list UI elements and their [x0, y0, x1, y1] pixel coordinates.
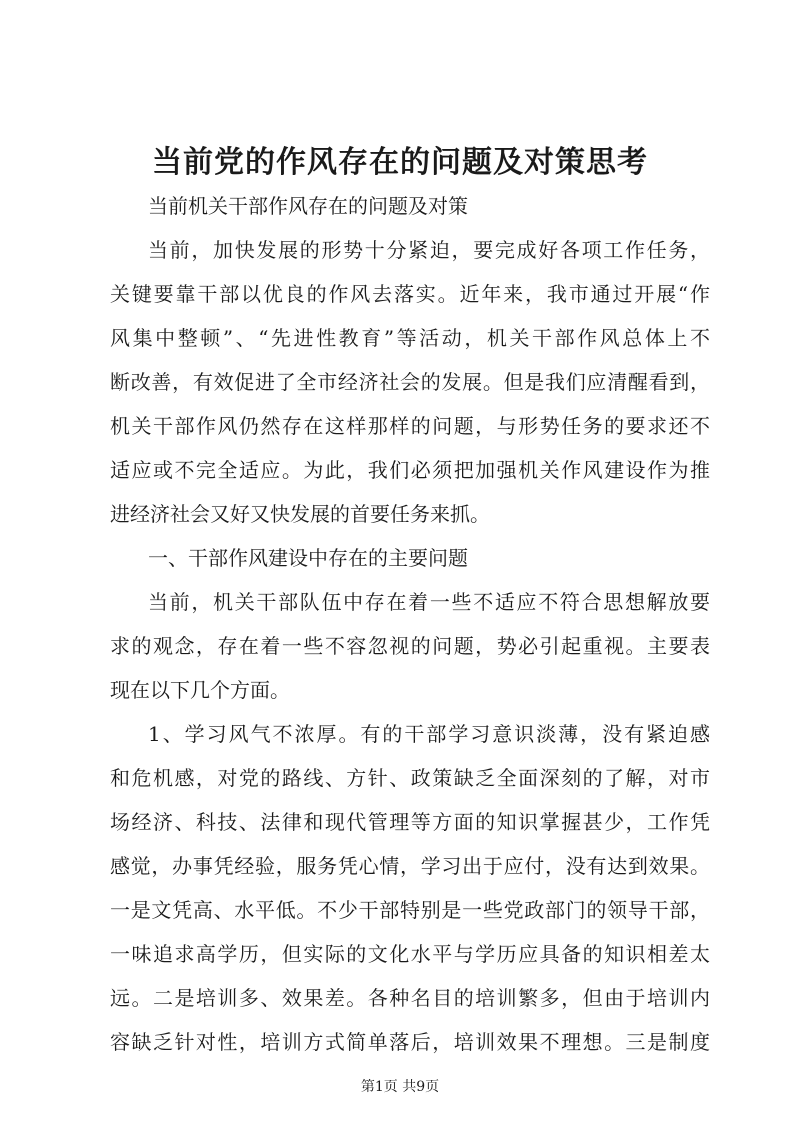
body-line: 容缺乏针对性，培训方式简单落后，培训效果不理想。三是制度: [110, 1030, 710, 1054]
body-line: 远。二是培训多、效果差。各种名目的培训繁多，但由于培训内: [110, 986, 710, 1010]
body-line: 机关干部作风仍然存在这样那样的问题，与形势任务的要求还不: [110, 414, 710, 438]
body-line: 感觉，办事凭经验，服务凭心情，学习出于应付，没有达到效果。: [110, 854, 710, 878]
body-line: 断改善，有效促进了全市经济社会的发展。但是我们应清醒看到，: [110, 370, 710, 394]
body-line: 求的观念，存在着一些不容忽视的问题，势必引起重视。主要表: [110, 634, 710, 658]
body-line: 现在以下几个方面。: [110, 678, 290, 702]
body-line: 当前，加快发展的形势十分紧迫，要完成好各项工作任务，: [148, 238, 710, 262]
document-title: 当前党的作风存在的问题及对策思考: [152, 145, 648, 180]
body-line: 适应或不完全适应。为此，我们必须把加强机关作风建设作为推: [110, 458, 710, 482]
body-line: 场经济、科技、法律和现代管理等方面的知识掌握甚少，工作凭: [110, 810, 710, 834]
body-line: 当前，机关干部队伍中存在着一些不适应不符合思想解放要: [148, 590, 710, 614]
body-line: 一味追求高学历，但实际的文化水平与学历应具备的知识相差太: [110, 942, 710, 966]
body-line: 一是文凭高、水平低。不少干部特别是一些党政部门的领导干部，: [110, 898, 710, 922]
body-line: 和危机感，对党的路线、方针、政策缺乏全面深刻的了解，对市: [110, 766, 710, 790]
section-heading: 一、干部作风建设中存在的主要问题: [148, 546, 468, 570]
document-subtitle: 当前机关干部作风存在的问题及对策: [148, 194, 468, 218]
page-number-footer: 第1页 共9页: [360, 1079, 440, 1095]
body-line: 风集中整顿”、“先进性教育”等活动，机关干部作风总体上不: [110, 326, 710, 350]
body-line: 关键要靠干部以优良的作风去落实。近年来，我市通过开展“作: [110, 282, 710, 306]
body-line: 进经济社会又好又快发展的首要任务来抓。: [110, 502, 490, 526]
body-line: 1、学习风气不浓厚。有的干部学习意识淡薄，没有紧迫感: [148, 722, 710, 746]
